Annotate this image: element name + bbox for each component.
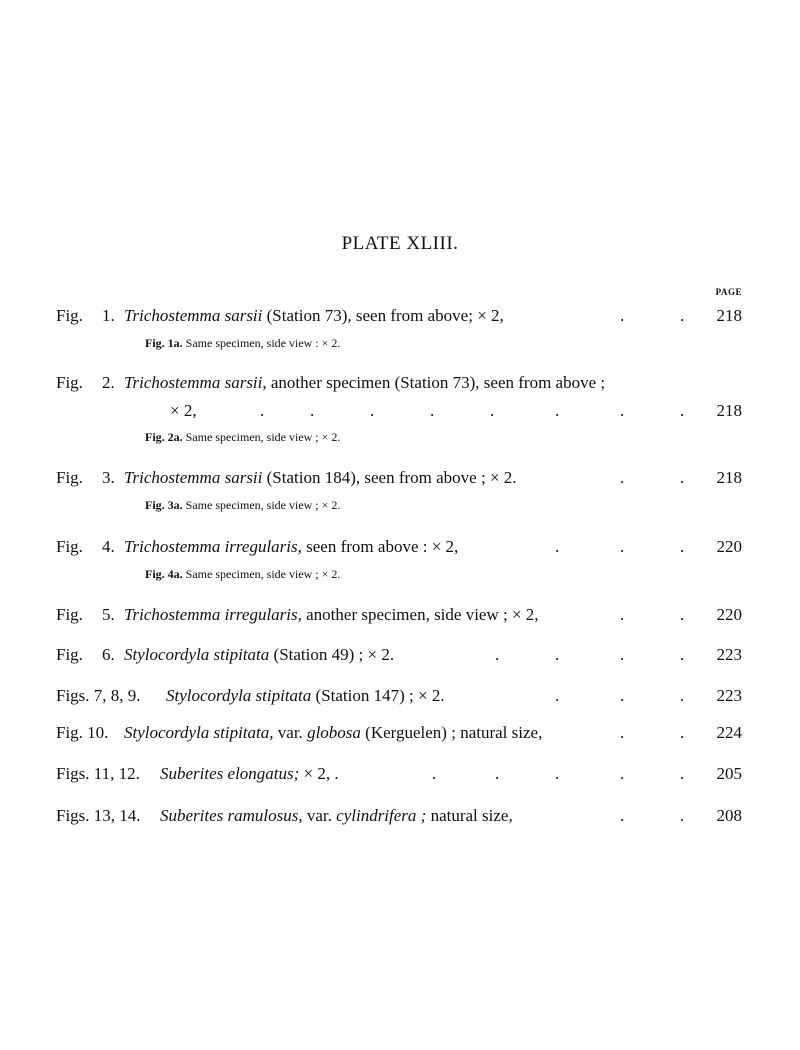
- description-text: seen from above : × 2,: [301, 537, 459, 556]
- page-number: 220: [716, 605, 742, 624]
- variety-name: cylindrifera ;: [336, 806, 427, 825]
- subentry-label: Fig. 4a.: [145, 567, 183, 581]
- description-text: natural size,: [426, 806, 513, 825]
- plate-title: PLATE XLIII.: [341, 233, 459, 254]
- figure-label: Figs. 11, 12.: [56, 764, 140, 783]
- figure-description: [166, 686, 445, 706]
- figure-number: 4.: [102, 537, 115, 556]
- species-name: Trichostemma sarsii: [124, 306, 263, 325]
- figure-entry-2: [0, 373, 800, 397]
- figure-description: [124, 306, 504, 326]
- species-name: Stylocordyla stipitata,: [124, 723, 274, 742]
- species-name: Trichostemma sarsii: [124, 468, 263, 487]
- description-text: var.: [273, 723, 308, 742]
- species-name: Suberites elongatus;: [160, 764, 300, 783]
- description-text: another specimen (Station 73), seen from above ;: [266, 373, 606, 392]
- figure-description: [160, 806, 513, 826]
- figure-entry-5: Fig. 5. Trichostemma irregularis, another specimen, side view ; × 2, . . 220: [56, 605, 742, 624]
- page-number: 220: [716, 537, 742, 556]
- page-number: 224: [716, 723, 742, 742]
- species-name: Suberites ramulosus,: [160, 806, 303, 825]
- subentry-text: Same specimen, side view ; × 2.: [182, 567, 341, 581]
- figure-label: Fig.: [56, 645, 83, 664]
- subentry-text: Same specimen, side view : × 2.: [182, 336, 341, 350]
- figure-entry-4: Fig. 4. Trichostemma irregularis, seen from above : × 2, . . . 220: [56, 537, 742, 556]
- figure-number: 2.: [102, 373, 115, 392]
- figure-subentry-1a: [145, 336, 340, 351]
- subentry-label: Fig. 3a.: [145, 498, 183, 512]
- description-text: another specimen, side view ; × 2,: [301, 605, 539, 624]
- variety-name: globosa: [307, 723, 361, 742]
- species-name: Trichostemma irregularis,: [124, 537, 302, 556]
- figure-description: [124, 645, 394, 665]
- continuation-text: × 2,: [170, 401, 197, 420]
- page-number: 218: [716, 401, 742, 420]
- figure-label: Fig. 10.: [56, 723, 109, 742]
- figure-description: [124, 723, 542, 743]
- subentry-label: Fig. 1a.: [145, 336, 183, 350]
- description-text: (Station 147) ; × 2.: [311, 686, 445, 705]
- species-name: Trichostemma sarsii,: [124, 373, 267, 392]
- subentry-label: Fig. 2a.: [145, 430, 183, 444]
- figure-label: Fig.: [56, 373, 83, 392]
- figure-subentry-3a: [145, 498, 340, 513]
- figure-entry-7-8-9: Figs. 7, 8, 9. Stylocordyla stipitata (Station 147) ; × 2. . . . 223: [56, 686, 742, 705]
- page-number: 218: [716, 468, 742, 487]
- subentry-text: Same specimen, side view ; × 2.: [182, 498, 341, 512]
- description-text: var.: [302, 806, 337, 825]
- figure-subentry-2a: [145, 430, 340, 445]
- description-text: × 2, .: [299, 764, 339, 783]
- figure-number: 1.: [102, 306, 115, 325]
- figure-entry-6: Fig. 6. Stylocordyla stipitata (Station 49) ; × 2. . . . . 223: [56, 645, 742, 664]
- figure-label: Fig.: [56, 605, 83, 624]
- figure-label: Fig.: [56, 468, 83, 487]
- page-number: 205: [716, 764, 742, 783]
- figure-number: 3.: [102, 468, 115, 487]
- figure-entry-1: Fig. 1. Trichostemma sarsii (Station 73), seen from above; × 2, . . 218: [56, 306, 742, 325]
- page-number: 218: [716, 306, 742, 325]
- figure-number: 6.: [102, 645, 115, 664]
- figure-number: 5.: [102, 605, 115, 624]
- page-column-header: PAGE: [715, 287, 742, 297]
- figure-entry-10: Fig. 10. Stylocordyla stipitata, var. globosa (Kerguelen) ; natural size, . . 224: [56, 723, 742, 742]
- figure-entry-2-continued: × 2, . . . . . . . . 218: [170, 401, 742, 420]
- figure-label: Fig.: [56, 537, 83, 556]
- page-number: 223: [716, 686, 742, 705]
- species-name: Stylocordyla stipitata: [166, 686, 312, 705]
- figure-entry-11-12: Figs. 11, 12. Suberites elongatus; × 2, . . . . . . 205: [56, 764, 742, 783]
- page-number: 223: [716, 645, 742, 664]
- figure-entry-13-14: Figs. 13, 14. Suberites ramulosus, var. cylindrifera ; natural size, . . 208: [56, 806, 742, 825]
- description-text: (Station 184), seen from above ; × 2.: [262, 468, 517, 487]
- figure-label: Figs. 13, 14.: [56, 806, 141, 825]
- page-number: 208: [716, 806, 742, 825]
- figure-description: [160, 764, 339, 784]
- description-text: (Station 49) ; × 2.: [269, 645, 395, 664]
- figure-subentry-4a: [145, 567, 340, 582]
- description-text: (Station 73), seen from above; × 2,: [262, 306, 504, 325]
- subentry-text: Same specimen, side view ; × 2.: [182, 430, 341, 444]
- figure-entry-3: Fig. 3. Trichostemma sarsii (Station 184), seen from above ; × 2. . . 218: [56, 468, 742, 487]
- figure-description: [124, 537, 458, 557]
- description-text: (Kerguelen) ; natural size,: [360, 723, 543, 742]
- figure-label: Fig.: [56, 306, 83, 325]
- figure-description: [124, 373, 605, 393]
- figure-description: [124, 468, 517, 488]
- species-name: Trichostemma irregularis,: [124, 605, 302, 624]
- figure-description: [124, 605, 539, 625]
- species-name: Stylocordyla stipitata: [124, 645, 270, 664]
- figure-label: Figs. 7, 8, 9.: [56, 686, 141, 705]
